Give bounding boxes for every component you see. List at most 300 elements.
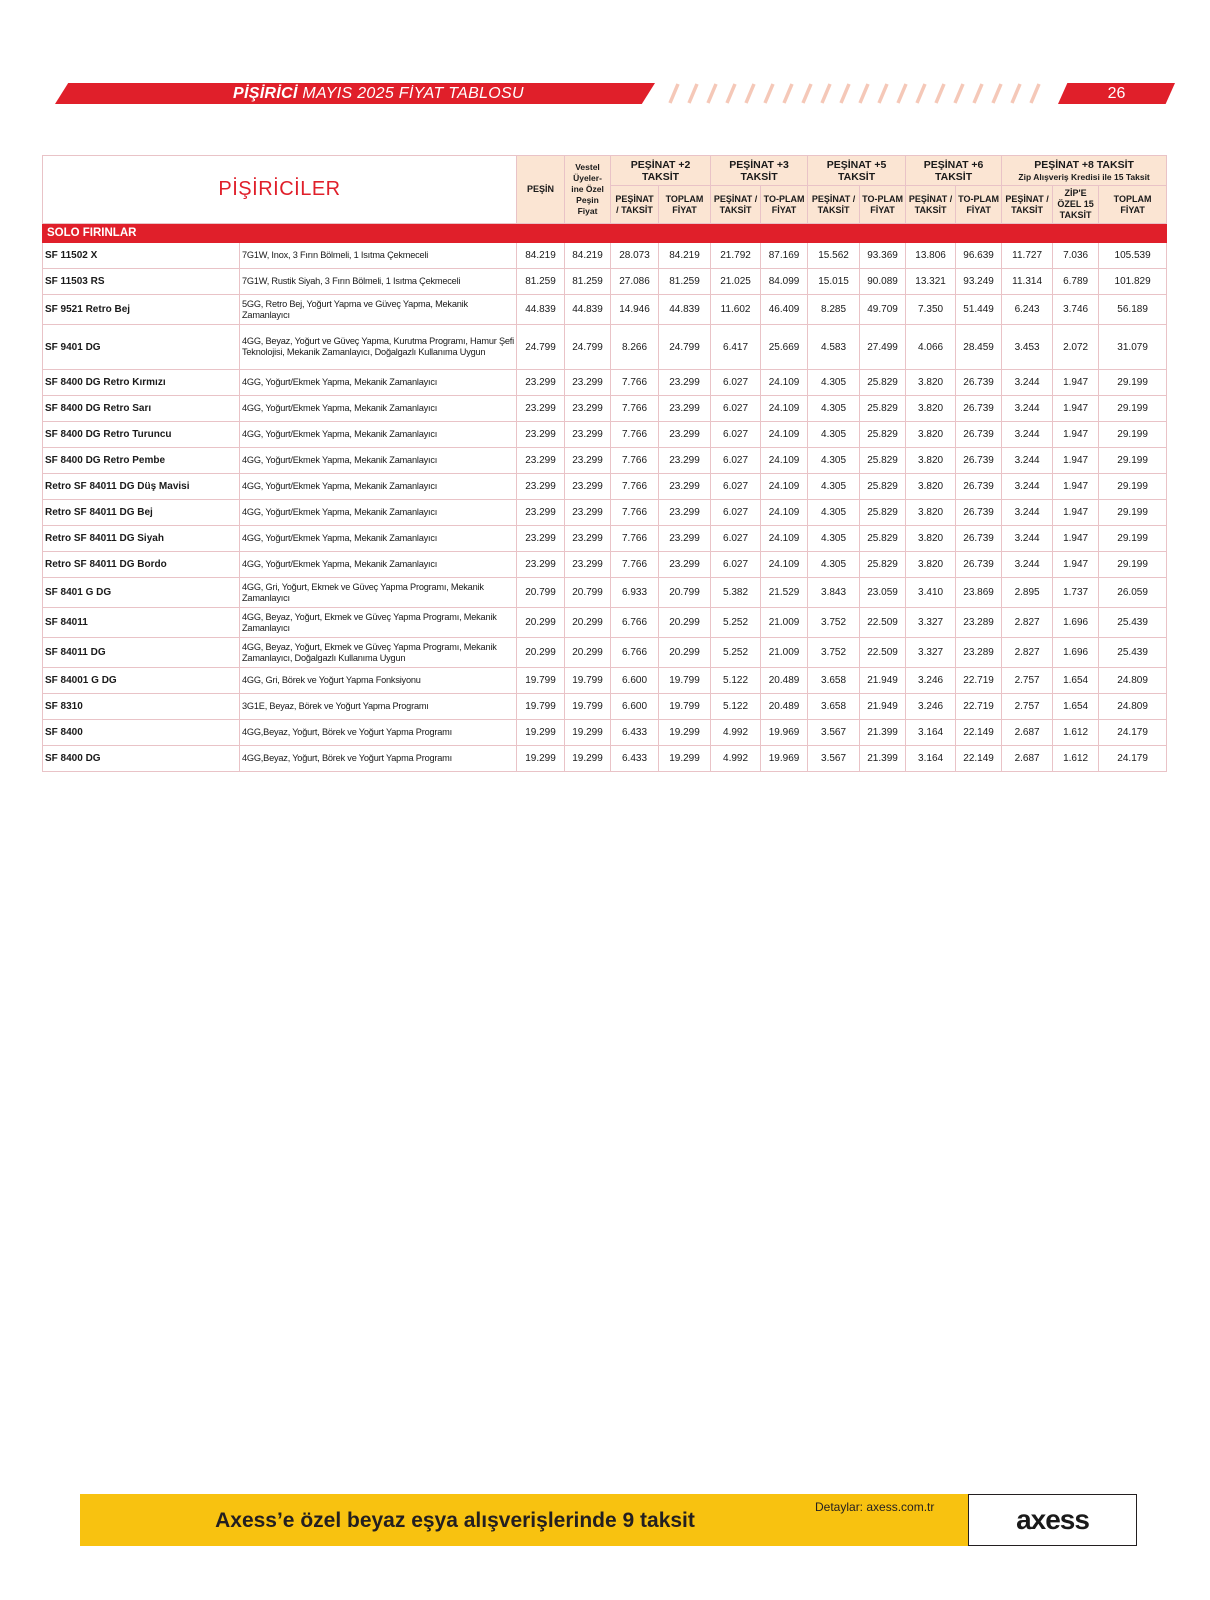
price-cell: 19.799 [517, 694, 565, 720]
table-row [43, 243, 1167, 269]
price-cell: 4.305 [808, 526, 860, 552]
price-cell: 1.947 [1053, 448, 1099, 474]
table-row [43, 552, 1167, 578]
price-cell: 23.299 [565, 552, 611, 578]
product-description: 4GG, Yoğurt/Ekmek Yapma, Mekanik Zamanlayıcı [240, 370, 517, 396]
price-cell: 87.169 [761, 243, 808, 269]
price-cell: 84.219 [565, 243, 611, 269]
col-group-8-taksit [1002, 156, 1167, 186]
page-number: 26 [1107, 85, 1126, 102]
price-cell: 23.299 [565, 422, 611, 448]
price-cell: 20.299 [565, 608, 611, 638]
price-cell: 5.122 [711, 694, 761, 720]
product-model: SF 84001 G DG [43, 668, 240, 694]
price-cell: 22.509 [860, 608, 906, 638]
price-cell: 21.792 [711, 243, 761, 269]
price-cell: 2.757 [1002, 668, 1053, 694]
table-row [43, 720, 1167, 746]
price-cell: 19.969 [761, 720, 808, 746]
price-cell: 26.739 [956, 500, 1002, 526]
price-cell: 23.299 [517, 422, 565, 448]
price-cell: 7.766 [611, 396, 659, 422]
price-cell: 23.299 [517, 396, 565, 422]
price-cell: 14.946 [611, 295, 659, 325]
price-cell: 25.439 [1099, 608, 1167, 638]
price-cell: 24.109 [761, 474, 808, 500]
price-cell: 6.600 [611, 668, 659, 694]
price-cell: 46.409 [761, 295, 808, 325]
product-model: SF 84011 DG [43, 638, 240, 668]
price-cell: 19.799 [565, 668, 611, 694]
price-cell: 1.737 [1053, 578, 1099, 608]
price-cell: 24.109 [761, 422, 808, 448]
product-description: 4GG, Beyaz, Yoğurt, Ekmek ve Güveç Yapma Programı, Mekanik Zamanlayıcı, Doğalgazlı Kullanıma Uygun [240, 638, 517, 668]
price-cell: 23.299 [565, 396, 611, 422]
price-cell: 29.199 [1099, 422, 1167, 448]
price-cell: 19.299 [659, 746, 711, 772]
price-cell: 3.246 [906, 668, 956, 694]
price-cell: 19.799 [565, 694, 611, 720]
price-cell: 4.305 [808, 370, 860, 396]
price-cell: 7.766 [611, 500, 659, 526]
product-description: 4GG, Yoğurt/Ekmek Yapma, Mekanik Zamanlayıcı [240, 500, 517, 526]
price-cell: 3.327 [906, 608, 956, 638]
price-cell: 3.567 [808, 746, 860, 772]
table-row [43, 578, 1167, 608]
price-cell: 2.827 [1002, 638, 1053, 668]
table-row [43, 668, 1167, 694]
product-description: 4GG,Beyaz, Yoğurt, Börek ve Yoğurt Yapma Programı [240, 720, 517, 746]
price-cell: 7.766 [611, 552, 659, 578]
price-cell: 7.766 [611, 422, 659, 448]
price-cell: 23.299 [659, 526, 711, 552]
price-cell: 21.399 [860, 720, 906, 746]
price-cell: 26.739 [956, 552, 1002, 578]
price-cell: 7.350 [906, 295, 956, 325]
price-cell: 6.243 [1002, 295, 1053, 325]
price-cell: 3.820 [906, 526, 956, 552]
table-row [43, 474, 1167, 500]
price-cell: 3.244 [1002, 370, 1053, 396]
price-cell: 2.827 [1002, 608, 1053, 638]
price-cell: 4.305 [808, 474, 860, 500]
price-cell: 23.869 [956, 578, 1002, 608]
price-cell: 29.199 [1099, 396, 1167, 422]
price-cell: 23.299 [517, 526, 565, 552]
price-cell: 23.299 [659, 500, 711, 526]
price-cell: 56.189 [1099, 295, 1167, 325]
product-description: 4GG, Yoğurt/Ekmek Yapma, Mekanik Zamanlayıcı [240, 396, 517, 422]
price-cell: 23.299 [659, 474, 711, 500]
product-model: SF 8400 DG [43, 746, 240, 772]
price-cell: 29.199 [1099, 552, 1167, 578]
product-description: 7G1W, Rustik Siyah, 3 Fırın Bölmeli, 1 Isıtma Çekmeceli [240, 269, 517, 295]
price-cell: 26.739 [956, 422, 1002, 448]
col-pesinat-taksit-8: PEŞİNAT / TAKSİT [1002, 186, 1053, 224]
table-row [43, 638, 1167, 668]
price-cell: 6.789 [1053, 269, 1099, 295]
price-cell: 3.244 [1002, 474, 1053, 500]
table-row [43, 608, 1167, 638]
price-cell: 24.109 [761, 500, 808, 526]
price-cell: 4.305 [808, 552, 860, 578]
product-model: SF 8310 [43, 694, 240, 720]
price-cell: 25.829 [860, 474, 906, 500]
price-cell: 23.299 [565, 526, 611, 552]
price-cell: 21.949 [860, 694, 906, 720]
price-cell: 1.947 [1053, 474, 1099, 500]
price-cell: 20.489 [761, 694, 808, 720]
col-zip-15-taksit: ZİP'E ÖZEL 15 TAKSİT [1053, 186, 1099, 224]
price-cell: 24.109 [761, 396, 808, 422]
price-cell: 1.947 [1053, 552, 1099, 578]
product-model: Retro SF 84011 DG Düş Mavisi [43, 474, 240, 500]
price-cell: 44.839 [659, 295, 711, 325]
price-cell: 24.109 [761, 526, 808, 552]
col-pesinat-taksit-3: PEŞİNAT / TAKSİT [711, 186, 761, 224]
product-model: SF 8401 G DG [43, 578, 240, 608]
price-cell: 20.299 [517, 608, 565, 638]
price-cell: 96.639 [956, 243, 1002, 269]
price-cell: 3.746 [1053, 295, 1099, 325]
price-cell: 2.895 [1002, 578, 1053, 608]
price-cell: 84.219 [517, 243, 565, 269]
price-cell: 5.122 [711, 668, 761, 694]
price-cell: 26.739 [956, 448, 1002, 474]
price-cell: 19.299 [517, 746, 565, 772]
price-cell: 21.529 [761, 578, 808, 608]
price-cell: 3.820 [906, 552, 956, 578]
price-cell: 93.369 [860, 243, 906, 269]
price-cell: 7.766 [611, 526, 659, 552]
price-cell: 24.809 [1099, 668, 1167, 694]
axess-logo: axess [1016, 1504, 1089, 1535]
price-cell: 23.299 [517, 370, 565, 396]
price-cell: 84.219 [659, 243, 711, 269]
price-cell: 19.299 [517, 720, 565, 746]
price-cell: 20.299 [565, 638, 611, 668]
price-cell: 23.299 [659, 422, 711, 448]
price-cell: 25.669 [761, 325, 808, 370]
page-title-rest: MAYIS 2025 FİYAT TABLOSU [297, 85, 524, 102]
price-cell: 84.099 [761, 269, 808, 295]
price-cell: 23.299 [517, 448, 565, 474]
page-title [233, 83, 524, 104]
price-cell: 24.109 [761, 370, 808, 396]
price-cell: 23.299 [565, 474, 611, 500]
price-cell: 25.829 [860, 448, 906, 474]
col-group-2-taksit: PEŞİNAT +2 TAKSİT [611, 156, 711, 186]
price-cell: 3.244 [1002, 422, 1053, 448]
footer-main-text: Axess’e özel beyaz eşya alışverişlerinde 9 taksit [215, 1509, 695, 1532]
price-cell: 3.820 [906, 370, 956, 396]
price-cell: 23.299 [565, 448, 611, 474]
price-cell: 21.399 [860, 746, 906, 772]
table-row [43, 269, 1167, 295]
price-cell: 4.305 [808, 396, 860, 422]
price-cell: 93.249 [956, 269, 1002, 295]
product-description: 3G1E, Beyaz, Börek ve Yoğurt Yapma Programı [240, 694, 517, 720]
table-row [43, 396, 1167, 422]
price-cell: 49.709 [860, 295, 906, 325]
col-pesinat-taksit-6: PEŞİNAT / TAKSİT [906, 186, 956, 224]
price-cell: 24.179 [1099, 720, 1167, 746]
price-cell: 6.027 [711, 396, 761, 422]
price-cell: 2.757 [1002, 694, 1053, 720]
price-cell: 28.073 [611, 243, 659, 269]
price-cell: 6.766 [611, 638, 659, 668]
product-description: 4GG, Yoğurt/Ekmek Yapma, Mekanik Zamanlayıcı [240, 552, 517, 578]
table-row [43, 295, 1167, 325]
price-cell: 3.246 [906, 694, 956, 720]
price-cell: 5.252 [711, 638, 761, 668]
price-cell: 1.612 [1053, 720, 1099, 746]
price-cell: 6.027 [711, 474, 761, 500]
price-cell: 20.299 [517, 638, 565, 668]
product-description: 4GG, Yoğurt/Ekmek Yapma, Mekanik Zamanlayıcı [240, 448, 517, 474]
price-cell: 90.089 [860, 269, 906, 295]
price-cell: 19.799 [517, 668, 565, 694]
price-cell: 23.299 [565, 500, 611, 526]
price-cell: 2.687 [1002, 720, 1053, 746]
footer-details-link[interactable]: Detaylar: axess.com.tr [815, 1500, 935, 1514]
product-model: SF 9401 DG [43, 325, 240, 370]
price-cell: 24.179 [1099, 746, 1167, 772]
page-title-bold: PİŞİRİCİ [233, 85, 298, 102]
price-cell: 3.843 [808, 578, 860, 608]
price-cell: 26.739 [956, 370, 1002, 396]
price-cell: 29.199 [1099, 448, 1167, 474]
price-cell: 21.009 [761, 608, 808, 638]
price-cell: 25.829 [860, 422, 906, 448]
col-toplam-5: TO-PLAM FİYAT [860, 186, 906, 224]
price-cell: 20.799 [517, 578, 565, 608]
price-cell: 3.820 [906, 396, 956, 422]
price-cell: 4.992 [711, 746, 761, 772]
col-group-5-taksit: PEŞİNAT +5 TAKSİT [808, 156, 906, 186]
price-cell: 1.654 [1053, 668, 1099, 694]
price-cell: 1.947 [1053, 422, 1099, 448]
price-cell: 23.059 [860, 578, 906, 608]
product-model: SF 9521 Retro Bej [43, 295, 240, 325]
price-cell: 6.433 [611, 746, 659, 772]
price-cell: 26.739 [956, 526, 1002, 552]
price-cell: 7.766 [611, 448, 659, 474]
price-cell: 26.739 [956, 474, 1002, 500]
price-cell: 3.820 [906, 500, 956, 526]
price-cell: 1.947 [1053, 526, 1099, 552]
price-cell: 101.829 [1099, 269, 1167, 295]
product-model: Retro SF 84011 DG Bordo [43, 552, 240, 578]
price-cell: 1.654 [1053, 694, 1099, 720]
price-cell: 24.799 [517, 325, 565, 370]
table-row [43, 746, 1167, 772]
price-cell: 23.299 [659, 370, 711, 396]
price-cell: 19.969 [761, 746, 808, 772]
price-cell: 20.299 [659, 638, 711, 668]
price-cell: 11.602 [711, 295, 761, 325]
price-cell: 4.583 [808, 325, 860, 370]
price-cell: 26.059 [1099, 578, 1167, 608]
section-title: SOLO FIRINLAR [43, 224, 1167, 243]
price-cell: 6.027 [711, 448, 761, 474]
product-model: Retro SF 84011 DG Bej [43, 500, 240, 526]
price-cell: 6.933 [611, 578, 659, 608]
price-cell: 22.149 [956, 720, 1002, 746]
product-model: SF 8400 DG Retro Turuncu [43, 422, 240, 448]
price-cell: 105.539 [1099, 243, 1167, 269]
table-row [43, 694, 1167, 720]
price-cell: 13.321 [906, 269, 956, 295]
product-description: 4GG, Yoğurt/Ekmek Yapma, Mekanik Zamanlayıcı [240, 526, 517, 552]
price-cell: 8.285 [808, 295, 860, 325]
price-cell: 1.696 [1053, 638, 1099, 668]
price-cell: 7.766 [611, 370, 659, 396]
price-cell: 31.079 [1099, 325, 1167, 370]
price-cell: 21.009 [761, 638, 808, 668]
price-cell: 19.299 [659, 720, 711, 746]
price-cell: 1.612 [1053, 746, 1099, 772]
price-cell: 24.809 [1099, 694, 1167, 720]
product-model: SF 8400 DG Retro Sarı [43, 396, 240, 422]
price-cell: 4.305 [808, 448, 860, 474]
price-cell: 3.410 [906, 578, 956, 608]
col-toplam-8: TOPLAM FİYAT [1099, 186, 1167, 224]
price-cell: 28.459 [956, 325, 1002, 370]
price-cell: 27.499 [860, 325, 906, 370]
price-cell: 25.829 [860, 396, 906, 422]
product-description: 5GG, Retro Bej, Yoğurt Yapma ve Güveç Yapma, Mekanik Zamanlayıcı [240, 295, 517, 325]
price-cell: 5.252 [711, 608, 761, 638]
table-row [43, 325, 1167, 370]
price-cell: 3.820 [906, 448, 956, 474]
col-group-8-sub: Zip Alışveriş Kredisi ile 15 Taksit [1018, 171, 1150, 182]
price-cell: 25.439 [1099, 638, 1167, 668]
price-cell: 3.244 [1002, 552, 1053, 578]
product-description: 4GG, Beyaz, Yoğurt, Ekmek ve Güveç Yapma Programı, Mekanik Zamanlayıcı [240, 608, 517, 638]
price-cell: 19.799 [659, 694, 711, 720]
price-cell: 25.829 [860, 526, 906, 552]
table-row [43, 526, 1167, 552]
product-description: 4GG, Beyaz, Yoğurt ve Güveç Yapma, Kurutma Programı, Hamur Şefi Teknolojisi, Mekanik Zamanlayıcı, Doğalgazlı Kullanıma Uygun [240, 325, 517, 370]
price-cell: 23.299 [565, 370, 611, 396]
price-cell: 23.299 [659, 552, 711, 578]
price-cell: 7.766 [611, 474, 659, 500]
price-cell: 19.299 [565, 720, 611, 746]
price-cell: 3.164 [906, 746, 956, 772]
price-cell: 24.109 [761, 448, 808, 474]
price-cell: 23.289 [956, 638, 1002, 668]
price-cell: 20.489 [761, 668, 808, 694]
table-row [43, 500, 1167, 526]
price-cell: 19.299 [565, 746, 611, 772]
price-cell: 24.799 [659, 325, 711, 370]
price-cell: 3.658 [808, 668, 860, 694]
col-pesinat-taksit-2: PEŞİNAT / TAKSİT [611, 186, 659, 224]
price-cell: 3.244 [1002, 526, 1053, 552]
product-model: SF 84011 [43, 608, 240, 638]
price-cell: 24.109 [761, 552, 808, 578]
col-group-6-taksit: PEŞİNAT +6 TAKSİT [906, 156, 1002, 186]
price-cell: 4.305 [808, 422, 860, 448]
product-description: 4GG, Gri, Yoğurt, Ekmek ve Güveç Yapma Programı, Mekanik Zamanlayıcı [240, 578, 517, 608]
price-cell: 8.266 [611, 325, 659, 370]
price-cell: 3.244 [1002, 448, 1053, 474]
table-row [43, 422, 1167, 448]
price-cell: 3.567 [808, 720, 860, 746]
price-cell: 3.752 [808, 608, 860, 638]
product-model: SF 8400 [43, 720, 240, 746]
price-cell: 20.799 [659, 578, 711, 608]
col-group-3-taksit: PEŞİNAT +3 TAKSİT [711, 156, 808, 186]
price-cell: 25.829 [860, 370, 906, 396]
price-cell: 23.299 [517, 474, 565, 500]
price-cell: 22.719 [956, 668, 1002, 694]
price-cell: 13.806 [906, 243, 956, 269]
price-cell: 1.947 [1053, 500, 1099, 526]
price-cell: 6.433 [611, 720, 659, 746]
price-cell: 15.562 [808, 243, 860, 269]
price-cell: 51.449 [956, 295, 1002, 325]
price-cell: 24.799 [565, 325, 611, 370]
col-toplam-3: TO-PLAM FİYAT [761, 186, 808, 224]
price-table [42, 155, 1167, 772]
price-cell: 6.766 [611, 608, 659, 638]
price-cell: 6.417 [711, 325, 761, 370]
price-cell: 1.947 [1053, 396, 1099, 422]
price-cell: 3.327 [906, 638, 956, 668]
col-toplam-2: TOPLAM FİYAT [659, 186, 711, 224]
price-cell: 19.799 [659, 668, 711, 694]
product-model: SF 8400 DG Retro Kırmızı [43, 370, 240, 396]
col-group-8-title: PEŞİNAT +8 TAKSİT [1034, 158, 1134, 171]
price-cell: 4.305 [808, 500, 860, 526]
price-cell: 20.799 [565, 578, 611, 608]
price-cell: 6.027 [711, 526, 761, 552]
product-description: 7G1W, Inox, 3 Fırın Bölmeli, 1 Isıtma Çekmeceli [240, 243, 517, 269]
price-cell: 25.829 [860, 552, 906, 578]
price-cell: 6.027 [711, 422, 761, 448]
col-toplam-6: TO-PLAM FİYAT [956, 186, 1002, 224]
product-description: 4GG, Yoğurt/Ekmek Yapma, Mekanik Zamanlayıcı [240, 422, 517, 448]
product-description: 4GG, Gri, Börek ve Yoğurt Yapma Fonksiyonu [240, 668, 517, 694]
price-cell: 29.199 [1099, 370, 1167, 396]
price-cell: 44.839 [517, 295, 565, 325]
price-cell: 23.299 [659, 396, 711, 422]
price-cell: 1.696 [1053, 608, 1099, 638]
price-cell: 23.299 [517, 500, 565, 526]
price-cell: 11.314 [1002, 269, 1053, 295]
price-cell: 29.199 [1099, 526, 1167, 552]
price-cell: 29.199 [1099, 500, 1167, 526]
price-cell: 15.015 [808, 269, 860, 295]
col-pesinat-taksit-5: PEŞİNAT / TAKSİT [808, 186, 860, 224]
price-cell: 11.727 [1002, 243, 1053, 269]
price-cell: 1.947 [1053, 370, 1099, 396]
col-pesin: PEŞİN [517, 156, 565, 224]
price-cell: 26.739 [956, 396, 1002, 422]
price-cell: 3.244 [1002, 396, 1053, 422]
table-row [43, 370, 1167, 396]
price-cell: 23.299 [659, 448, 711, 474]
price-cell: 7.036 [1053, 243, 1099, 269]
price-cell: 4.066 [906, 325, 956, 370]
price-cell: 29.199 [1099, 474, 1167, 500]
price-cell: 20.299 [659, 608, 711, 638]
col-vestel: Vestel Üyeler-ine Özel Peşin Fiyat [565, 156, 611, 224]
price-cell: 21.949 [860, 668, 906, 694]
price-cell: 5.382 [711, 578, 761, 608]
